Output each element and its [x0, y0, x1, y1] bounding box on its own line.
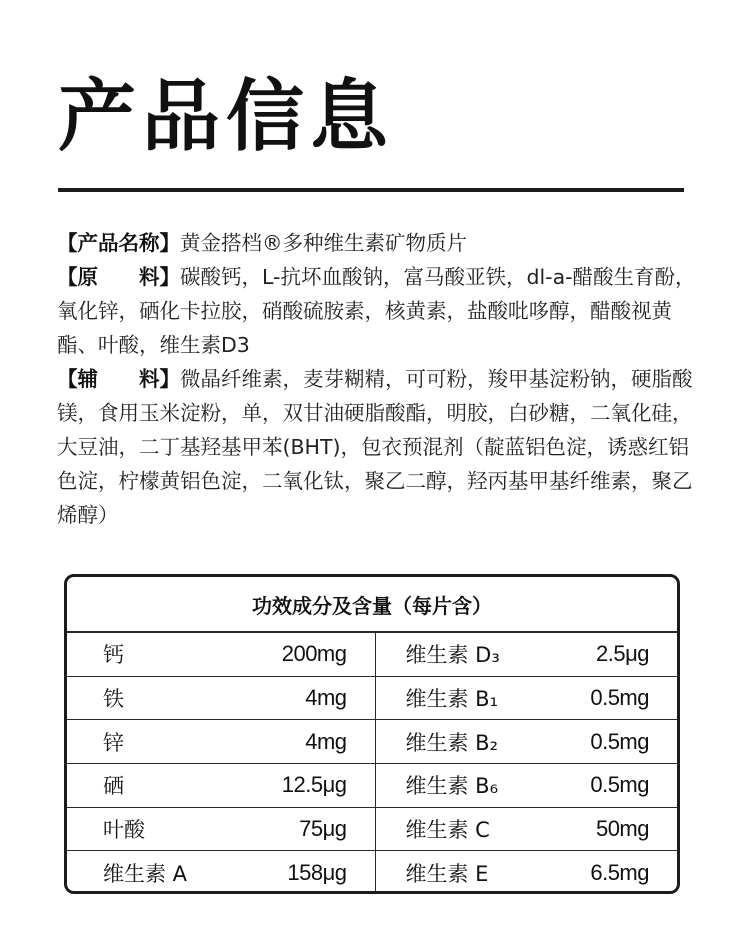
nutrient-name: 叶酸 — [103, 818, 145, 843]
nutrient-amount: 12.5μg — [281, 772, 347, 798]
nutrient-name: 钙 — [103, 643, 124, 668]
nutrient-amount: 6.5mg — [590, 860, 649, 886]
auxiliary-materials-value: 微晶纤维素，麦芽糊精，可可粉，羧甲基淀粉钠，硬脂酸镁，食用玉米淀粉，单，双甘油硬脂酸酯，明胶，白砂糖，二氧化硅，大豆油，二丁基羟基甲苯(BHT)，包衣预混剂（靛蓝铝色淀，诱惑红铝色淀，柠檬黄铝色淀，二氧化钛，聚乙二醇，羟丙基甲基纤维素，聚乙烯醇） — [57, 367, 693, 527]
table-cell-right — [376, 720, 678, 763]
table-cell-right — [376, 851, 678, 894]
nutrient-amount: 200mg — [281, 641, 347, 667]
nutrient-amount: 158μg — [287, 860, 347, 886]
nutrient-amount: 0.5mg — [590, 728, 649, 754]
raw-materials-label: 【原 料】 — [57, 265, 180, 289]
nutrient-name: 维生素 E — [405, 862, 489, 887]
nutrient-name: 维生素 A — [103, 862, 188, 887]
table-row — [67, 677, 677, 721]
nutrient-amount: 50mg — [595, 816, 649, 842]
raw-materials-line — [57, 260, 697, 362]
table-cell-left — [67, 633, 376, 676]
nutrient-name: 维生素 B₂ — [405, 730, 499, 755]
nutrient-table — [64, 574, 680, 894]
title-divider — [58, 188, 684, 192]
nutrient-name: 维生素 D₃ — [405, 643, 500, 668]
nutrient-name: 维生素 B₆ — [405, 774, 499, 799]
nutrient-amount: 4mg — [305, 685, 347, 711]
nutrient-amount: 2.5μg — [596, 641, 649, 667]
table-cell-left — [67, 851, 376, 894]
table-row — [67, 764, 677, 808]
nutrient-amount: 0.5mg — [590, 685, 649, 711]
table-row — [67, 720, 677, 764]
nutrient-amount: 4mg — [305, 728, 347, 754]
nutrient-name: 铁 — [103, 687, 124, 712]
page-title: 产品信息 — [58, 72, 395, 162]
table-cell-right — [376, 677, 678, 720]
table-row — [67, 633, 677, 677]
raw-materials-value: 碳酸钙，L-抗坏血酸钠，富马酸亚铁，dl-a-醋酸生育酚，氧化锌，硒化卡拉胶，硝酸硫胺素，核黄素，盐酸吡哆醇，醋酸视黄酯、叶酸，维生素D3 — [57, 265, 696, 357]
table-cell-left — [67, 808, 376, 851]
auxiliary-materials-label: 【辅 料】 — [57, 367, 180, 391]
nutrient-name: 维生素 C — [405, 818, 490, 843]
auxiliary-materials-line — [57, 362, 697, 532]
table-row — [67, 808, 677, 852]
product-name-line — [57, 226, 697, 260]
nutrient-name: 硒 — [103, 774, 124, 799]
table-cell-right — [376, 764, 678, 807]
table-cell-right — [376, 633, 678, 676]
table-cell-left — [67, 677, 376, 720]
product-name-value: 黄金搭档®多种维生素矿物质片 — [180, 231, 467, 255]
nutrient-name: 维生素 B₁ — [405, 687, 499, 712]
nutrient-amount: 0.5mg — [590, 772, 649, 798]
table-cell-left — [67, 720, 376, 763]
nutrient-table-header: 功效成分及含量（每片含） — [67, 577, 677, 633]
product-info-block — [57, 226, 697, 532]
nutrient-name: 锌 — [103, 730, 124, 755]
table-cell-right — [376, 808, 678, 851]
table-row — [67, 851, 677, 894]
product-name-label: 【产品名称】 — [57, 231, 180, 255]
nutrient-amount: 75μg — [299, 816, 347, 842]
table-cell-left — [67, 764, 376, 807]
